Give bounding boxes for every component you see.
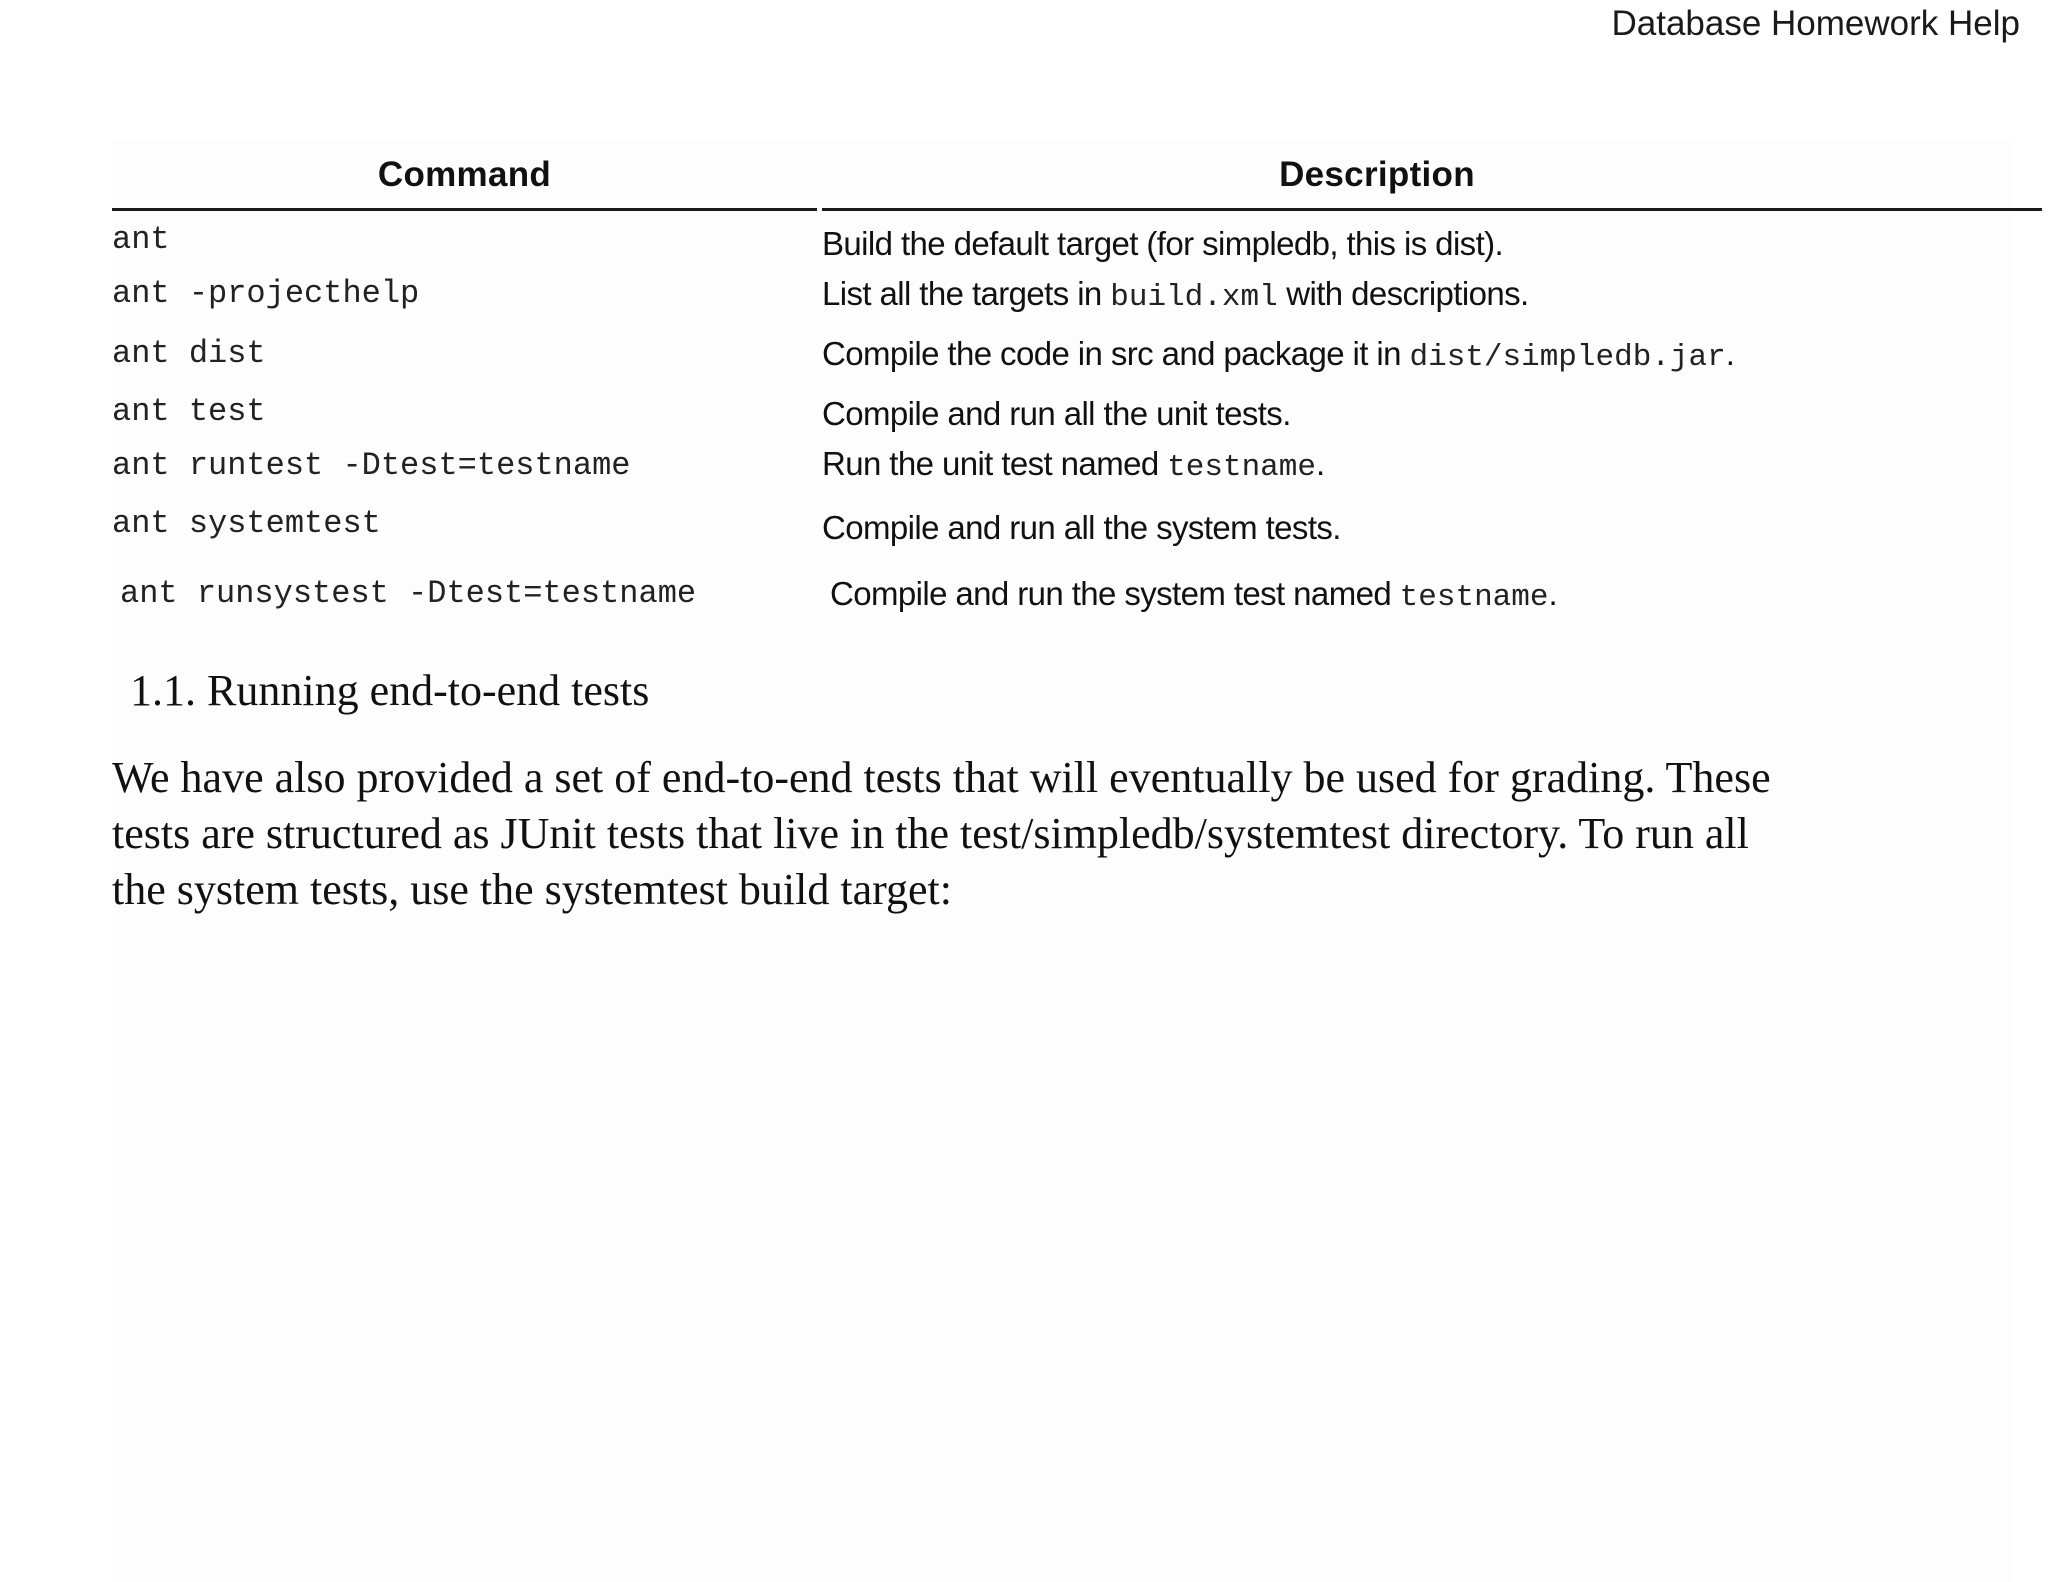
description-suffix: with descriptions. [1277,275,1529,312]
description-cell [822,395,1291,435]
description-cell [822,445,1325,485]
description-cell [822,335,1734,375]
description-cell [822,275,1529,315]
header-rule-description [822,208,2042,211]
description-text: Compile and run all the system tests. [822,509,1341,546]
description-suffix: . [1725,335,1735,372]
command-cell: ant runsystest -Dtest=testname [120,575,697,612]
paragraph-line: We have also provided a set of end-to-end tests that will eventually be used for grading. These [112,753,1771,802]
paragraph-line: the system tests, use the systemtest build target: [112,865,952,914]
column-header-command: Command [377,155,552,194]
description-cell [822,509,1341,549]
description-code: testname [1167,450,1316,485]
description-code: dist/simpledb.jar [1409,340,1726,375]
section-heading: 1.1. Running end-to-end tests [130,666,650,715]
description-code: testname [1399,580,1549,615]
description-text: Run the unit test named [822,445,1168,482]
command-cell: ant dist [112,335,266,372]
description-text: Build the default target (for simpledb, this is dist). [822,225,1504,262]
description-text: List all the targets in [822,275,1111,312]
header-rule-command [112,208,817,211]
paragraph-line: tests are structured as JUnit tests that live in the test/simpledb/systemtest directory. To run all [112,809,1749,858]
document-header-title: Database Homework Help [1611,4,2020,43]
command-cell: ant -projecthelp [112,275,420,312]
description-text: Compile the code in src and package it in [822,335,1410,372]
description-text: Compile and run all the unit tests. [822,395,1291,432]
description-cell [830,575,1557,615]
description-suffix: . [1548,575,1558,612]
command-cell: ant runtest -Dtest=testname [112,447,631,484]
command-cell: ant systemtest [112,505,381,542]
description-code: build.xml [1110,280,1278,315]
description-suffix: . [1315,445,1325,482]
command-cell: ant test [112,393,266,430]
description-text: Compile and run the system test named [830,575,1400,612]
body-paragraph [112,750,1912,918]
description-cell [822,225,1503,265]
column-header-description: Description [1279,155,1475,194]
command-cell: ant [112,221,170,258]
